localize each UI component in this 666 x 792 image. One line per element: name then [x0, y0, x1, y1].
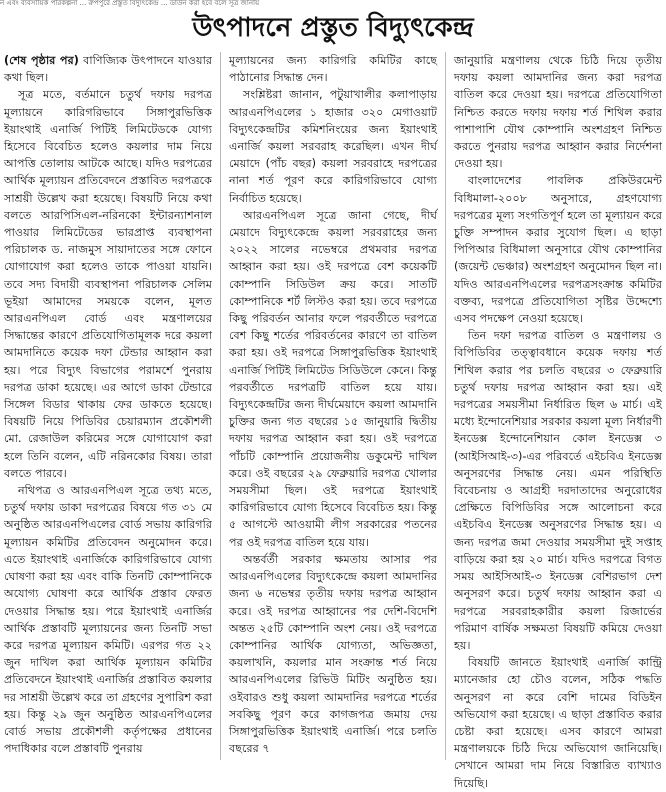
- column-divider: [445, 52, 446, 760]
- paragraph: [229, 86, 437, 206]
- headline: উৎপাদনে প্রস্তুত বিদ্যুৎকেন্দ্র: [192, 13, 474, 43]
- paragraph-text: মূল্যায়নের জন্য কারিগরি কমিটির কাছে পাঠানোর সিদ্ধান্ত দেন।: [229, 54, 437, 85]
- paragraph: [4, 482, 212, 757]
- paragraph-text: সংশ্লিষ্টরা জানান, পটুয়াখালীর কলাপাড়ায় আরএনপিএলের ১ হাজার ৩২০ মেগাওয়াট বিদ্যুৎকেন্দ্রটির কমিশনিংয়ের জন্য ইয়াংথাই এনার্জি কয়লা সরবরাহ করেছিল। এখন দীর্ঘ মেয়াদে (পাঁচ বছর) কয়লা সরবরাহে দরপত্রের নানা শর্ত পূরণ করে কারিগরিভাবে যোগ্য নির্বাচিত হয়েছে।: [229, 88, 437, 205]
- paragraph: [4, 86, 212, 482]
- paragraph: [454, 327, 662, 654]
- paragraph-text: আরএনপিএল সূত্রে জানা গেছে, দীর্ঘ মেয়াদে বিদ্যুৎকেন্দ্রে কয়লা সরবরাহের জন্য ২০২২ সালের নভেম্বরে প্রথমবার দরপত্র আহ্বান করা হয়। ওই দরপত্রে বেশ কয়েকটি কোম্পানি সিডিউল ক্রয় করে। সাতটি কোম্পানিকে শর্ট লিস্টও করা হয়। তবে দরপত্রে কিছু পরিবর্তন আনার ফলে পরবর্তীতে দরপত্রে বেশ কিছু শর্তের পরিবর্তনের কারণে তা বাতিল করা হয়। ওই দরপত্রে সিঙ্গাপুরভিত্তিক ইয়াংথাই এনার্জি পিটিই লিমিটেড সিডিউলে কেনে। কিন্তু পরবর্তীতে দরপত্রটি বাতিল হয়ে যায়। বিদ্যুৎকেন্দ্রটির জন্য দীর্ঘমেয়াদে কয়লা আমদানি চুক্তির জন্য গত বছরের ১৫ জানুয়ারি দ্বিতীয় দফায় দরপত্র আহ্বান করা হয়। ওই দরপত্রে পাঁচটি কোম্পানি প্রয়োজনীয় ডকুমেন্ট দাখিল করে। ওই বছরের ২৯ ফেব্রুয়ারি দরপত্র খোলার সময়সীমা ছিল। ওই দরপত্রে ইয়াংথাই কারিগরিভাবে যোগ্য হিসেবে বিবেচিত হয়। কিন্তু ৫ আগস্টে আওয়ামী লীগ সরকারের পতনের পর ওই দরপত্র বাতিল হয়ে যায়।: [229, 208, 437, 549]
- column-3: [454, 52, 662, 790]
- paragraph: [229, 207, 437, 551]
- column-divider: [220, 52, 221, 760]
- column-2: [229, 52, 437, 760]
- article-body: [4, 52, 662, 790]
- paragraph-text: বাংলাদেশের পাবলিক প্রকিউরমেন্ট বিধিমালা-২০০৮ অনুসারে, গ্রহণযোগ্য দরপত্রের মূল্য সংগতিপূর্ণ হলে তা মূল্যায়ন করে চুক্তি সম্পাদন করার সুযোগ ছিল। এ ছাড়া পিপিআর বিধিমালা অনুসারে যৌথ কোম্পানির (জয়েন্ট ভেঞ্চার) অংশগ্রহণ অনুমোদন ছিল না। যদিও আরএনপিএলের দরপত্রসংক্রান্ত কমিটির বক্তব্য, দরপত্রে প্রতিযোগিতা সৃষ্টির উদ্দেশ্যে এসব পদক্ষেপ নেওয়া হয়েছে।: [454, 174, 662, 326]
- paragraph: [229, 551, 437, 757]
- paragraph: [454, 52, 662, 172]
- column-1: [4, 52, 212, 760]
- paragraph: [4, 52, 212, 86]
- paragraph-text: বিষয়টি জানতে ইয়াংথাই এনার্জি কান্ট্রি ম্যানেজার হো চৌও বলেন, সঠিক পদ্ধতি অনুসরণ না করে বেশি দামের বিডিইন অভিযোগ করা হয়েছে। এ ছাড়া প্রস্তাবিত করার চেষ্টা করা হয়েছে। এসব কারণে আমরা মন্ত্রণালয়কে চিঠি দিয়ে অভিযোগ জানিয়েছি। সেখানে আমরা দাম নিয়ে বিস্তারিত ব্যাখ্যাও দিয়েছি।: [454, 656, 662, 790]
- paragraph: [454, 172, 662, 327]
- paragraph-text: অন্তর্বর্তী সরকার ক্ষমতায় আসার পর আরএনপিএলের বিদ্যুৎকেন্দ্রে কয়লা আমদানির জন্য ৬ নভেম্বর তৃতীয় দফায় দরপত্র আহ্বান করে। ওই দরপত্র আহ্বানের পর দেশি-বিদেশি অন্তত ২৫টি কোম্পানি অংশ নেয়। ওই দরপত্রে কোম্পানির আর্থিক যোগ্যতা, অভিজ্ঞতা, কয়লাখনি, কয়লার মান সংক্রান্ত শর্ত নিয়ে আরএনপিএলের রিভিউ মিটিং অনুষ্ঠিত হয়। ওইবারও শুধু কয়লা আমদানির দরপত্রে শর্তের সবকিছু পূরণ করে কাগজপত্র জমায় দেয় সিঙ্গাপুরভিত্তিক ইয়াংথাই এনার্জি। পরে চলতি বছরের ৭: [229, 552, 437, 756]
- continuation-lead: (শেষ পৃষ্ঠার পর): [4, 54, 79, 67]
- paragraph-text: তিন দফা দরপত্র বাতিল ও মন্ত্রণালয় ও বিপিডিবির তত্ত্বাবধানে কয়েক দফায় শর্ত শিথিল করার পর চলতি বছরের ৩ ফেব্রুয়ারি চতুর্থ দফায় দরপত্র আহ্বান করা হয়। এই দরপত্রের সময়সীমা নির্ধারিত ছিল ৬ মার্চ। এই মধ্যে ইন্দোনেশিয়ার সরকার কয়লা মূল্য নির্ধারণী ইনডেক্স ইন্দোনেশিয়ান কোল ইনডেক্স ৩ (আইসিআই-৩)-এর পরিবর্তে এইচবিএ ইনডেক্স অনুসরণের সিদ্ধান্ত নেয়। এমন পরিস্থিতি বিবেচনায় ও আগ্রহী দরদাতাদের অনুরোধের প্রেক্ষিতে বিপিডিবির সঙ্গে আলোচনা করে এইচবিএ ইনডেক্স অনুসরণের সিদ্ধান্ত হয়। এ জন্য দরপত্র জমা দেওয়ার সময়সীমা দুই সপ্তাহ বাড়িয়ে করা হয় ২০ মার্চ। যদিও দরপত্রে বিগত সময় আইসিআই-৩ ইনডেক্স বেশিরভাগ দেশ অনুসরণ করে। চতুর্থ দফায় আহ্বান করা এ দরপত্রে সরবরাহকারীর কয়লা রিজার্ভের পরিমাণ বার্ষিক সক্ষমতা বিষয়টি কমিয়ে দেওয়া হয়।: [454, 329, 662, 652]
- paragraph: [454, 654, 662, 792]
- paragraph-text: নথিপত্র ও আরএনপিএল সূত্রে তথ্য মতে, চতুর্থ দফায় ডাকা দরপত্রের বিষয়ে গত ৩১ মে অনুষ্ঠিত আরএনপিএলের বোর্ড সভায় কারিগরি মূল্যায়ন কমিটির প্রতিবেদন অনুমোদন করে। এতে ইয়াংথাই এনার্জিকে কারিগরিভাবে যোগ্য ঘোষণা করা হয় এবং বাকি তিনটি কোম্পানিকে অযোগ্য ঘোষণা করে আর্থিক প্রস্তাব ফেরত দেওয়ার সিদ্ধান্ত হয়। পরে ইয়াংথাই এনার্জির আর্থিক প্রস্তাবটি মূল্যায়নের জন্য তিনটি সভা করে দরপত্র মূল্যায়ন কমিটি। এরপর গত ২২ জুন দাখিল করা আর্থিক মূল্যায়ন কমিটির প্রতিবেদনে ইয়াংথাই এনার্জির প্রস্তাবিত কয়লার দর সাশ্রয়ী উল্লেখ করে তা গ্রহণের সুপারিশ করা হয়। কিন্তু ২৯ জুন অনুষ্ঠিত আরএনপিএলের বোর্ড সভায় প্রকৌশলী কর্তৃপক্ষের প্রধানের পদাধিকার বলে প্রস্তাবটি পুনরায়: [4, 484, 212, 756]
- paragraph-text: বাণিজ্যিক উৎপাদনে যাওয়ার কথা ছিল।: [4, 54, 212, 85]
- top-strip: ন এবং ব্যবসায়িক পরিকল্পনা ... রুপপুরে প্রস্তুত বিদ্যুৎকেন্দ্র ... ডাউন করা হবে বলে সূত্র জানায়: [0, 0, 260, 7]
- paragraph-text: জানুয়ারি মন্ত্রণালয় থেকে চিঠি দিয়ে তৃতীয় দফায় কয়লা আমদানির জন্য করা দরপত্র বাতিল করে দেওয়া হয়। দরপত্রে প্রতিযোগিতা নিশ্চিত করতে দফায় দফায় শর্ত শিথিল করার পাশাপাশি যৌথ কোম্পানি অংশগ্রহণ নিশ্চিত করতে পুনরায় দরপত্র আহ্বান করার নির্দেশনা দেওয়া হয়।: [454, 54, 662, 171]
- paragraph: [229, 52, 437, 86]
- paragraph-text: সূত্র মতে, বর্তমানে চতুর্থ দফায় দরপত্র মূল্যায়নে কারিগরিভাবে সিঙ্গাপুরভিত্তিক ইয়াংথাই এনার্জি পিটিই লিমিটেডকে যোগ্য হিসেবে বিবেচিত হলেও কয়লার দাম নিয়ে আপত্তি তোলায় আটকে আছে। যদিও দরপত্রের আর্থিক মূল্যায়ন প্রতিবেদনে প্রস্তাবিত দরপত্রকে সাশ্রয়ী উল্লেখ করা হয়েছে। বিষয়টি নিয়ে কথা বলতে আরপিসিএল-নরিনকো ইন্টারন্যাশনাল পাওয়ার লিমিটেডের ভারপ্রাপ্ত ব্যবস্থাপনা পরিচালক ড. নাজমুস সায়াদাতের সঙ্গে ফোনে যোগাযোগ করা হলেও তাকে পাওয়া যায়নি। তবে সদ্য বিদায়ী ব্যবস্থাপনা পরিচালক সেলিম ভূইয়া আমাদের সময়কে বলেন, মূলত আরএনপিএল বোর্ড এবং মন্ত্রণালয়ের সিদ্ধান্তের কারণে প্রতিযোগিতামূলক দরে কয়লা আমদানিতে কয়েক দফা টেন্ডার আহ্বান করা হয়। পরে বিদ্যুৎ বিভাগের পরামর্শে পুনরায় দরপত্র ডাকা হয়েছে। এর আগে ডাকা টেন্ডারে সিঙ্গেল বিডার থাকায় ফের ডাকতে হয়েছে। বিষয়টি নিয়ে পিডিবির চেয়ারম্যান প্রকৌশলী মো. রেজাউল করিমের সঙ্গে যোগাযোগ করা হলে তিনি বলেন, এটি নরিনকোর বিষয়। তারা বলতে পারবে।: [4, 88, 212, 480]
